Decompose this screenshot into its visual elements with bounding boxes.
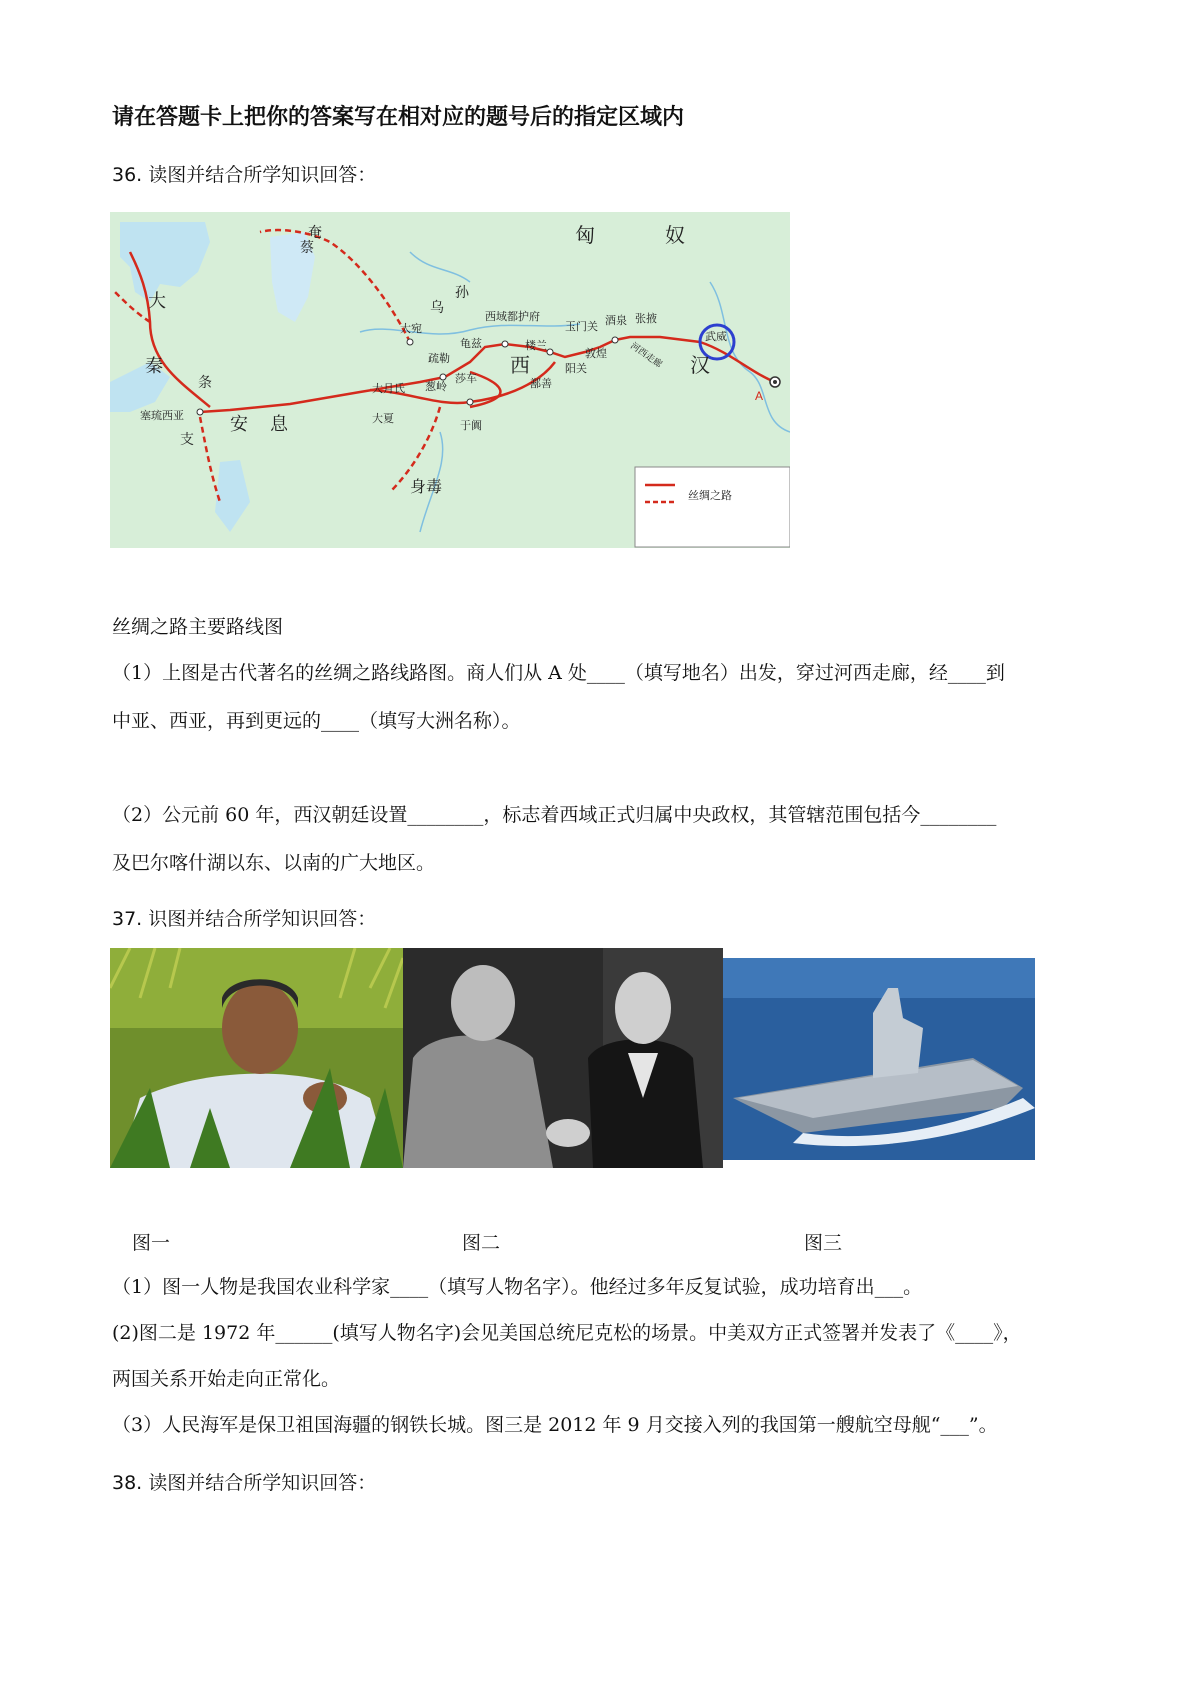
label-xiongnu-1: 匈 bbox=[575, 225, 595, 247]
aircraft-carrier-photo bbox=[723, 958, 1035, 1160]
label-cai: 蔡 bbox=[300, 239, 314, 255]
label-shendu: 身毒 bbox=[410, 479, 443, 496]
question-prompt-text: 读图并结合所学知识回答： bbox=[142, 164, 377, 186]
label-da: 大 bbox=[148, 291, 166, 311]
label-xiyu-duhufu: 西域都护府 bbox=[485, 311, 540, 323]
question-38-prompt bbox=[112, 1468, 376, 1495]
city-marker bbox=[197, 409, 203, 415]
question-37-part-2-line-2: 两国关系开始走向正常化。 bbox=[112, 1368, 341, 1390]
city-marker bbox=[440, 374, 446, 380]
label-point-a: A bbox=[755, 389, 764, 403]
question-prompt-text: 识图并结合所学知识回答： bbox=[142, 908, 377, 930]
label-han: 汉 bbox=[690, 355, 710, 377]
label-anxi-2: 息 bbox=[270, 414, 288, 434]
right-figure-head bbox=[615, 972, 671, 1044]
city-marker bbox=[612, 337, 618, 343]
rice-scientist-photo bbox=[110, 948, 403, 1168]
map-legend bbox=[635, 467, 790, 547]
label-sun: 孙 bbox=[455, 284, 469, 300]
instruction-heading: 请在答题卡上把你的答案写在相对应的题号后的指定区域内 bbox=[112, 105, 685, 130]
handshake-hands bbox=[546, 1119, 590, 1147]
label-congling: 葱岭 bbox=[425, 381, 447, 393]
question-prompt-text: 读图并结合所学知识回答： bbox=[142, 1472, 377, 1494]
question-36-part-1-line-1: （1）上图是古代著名的丝绸之路线路图。商人们从 A 处____（填写地名）出发，穿过河西走廊，经____到 bbox=[112, 662, 1005, 684]
map-caption: 丝绸之路主要路线图 bbox=[112, 616, 284, 638]
label-xiongnu-2: 奴 bbox=[665, 225, 685, 247]
chang-an-dot bbox=[773, 380, 777, 384]
question-36-prompt bbox=[112, 160, 376, 187]
silk-road-map bbox=[110, 212, 790, 548]
label-anxi-1: 安 bbox=[230, 414, 248, 434]
label-seleucia: 塞琉西亚 bbox=[140, 410, 184, 422]
question-36-part-2-line-1: （2）公元前 60 年，西汉朝廷设置________，标志着西域正式归属中央政权，其管辖范围包括今________ bbox=[112, 804, 997, 826]
label-zhi: 支 bbox=[180, 431, 194, 447]
figure-1-label: 图一 bbox=[132, 1232, 171, 1254]
city-marker bbox=[547, 349, 553, 355]
face bbox=[222, 982, 298, 1074]
city-marker bbox=[467, 399, 473, 405]
question-37-part-2-line-1: (2)图二是 1972 年______(填写人物名字)会见美国总统尼克松的场景。中美双方正式签署并发表了《____》， bbox=[112, 1322, 1022, 1344]
label-xi: 西 bbox=[510, 355, 530, 377]
left-figure-head bbox=[451, 965, 515, 1041]
legend-box bbox=[635, 467, 790, 547]
label-zhangye: 张掖 bbox=[635, 313, 657, 325]
label-shanshan: 鄯善 bbox=[530, 378, 552, 390]
figure-3-label: 图三 bbox=[804, 1232, 843, 1254]
question-36-part-2-line-2: 及巴尔喀什湖以东、以南的广大地区。 bbox=[112, 852, 436, 874]
label-daxia: 大夏 bbox=[372, 413, 394, 425]
label-yangguan: 阳关 bbox=[565, 363, 587, 375]
label-qin: 秦 bbox=[145, 356, 163, 376]
city-marker bbox=[407, 339, 413, 345]
city-marker bbox=[502, 341, 508, 347]
question-36-part-1-line-2: 中亚、西亚，再到更远的____（填写大洲名称）。 bbox=[112, 710, 521, 732]
question-37-prompt bbox=[112, 904, 376, 931]
sea-far bbox=[723, 958, 1035, 998]
label-yan: 奄 bbox=[308, 224, 322, 240]
label-shule: 疏勒 bbox=[428, 353, 450, 365]
label-yumenguan: 玉门关 bbox=[565, 321, 598, 333]
question-number: 37. bbox=[112, 908, 143, 930]
question-37-part-1: （1）图一人物是我国农业科学家____（填写人物名字）。他经过多年反复试验，成功培育出___。 bbox=[112, 1276, 923, 1298]
label-wu: 乌 bbox=[430, 299, 444, 315]
handshake-photo bbox=[403, 948, 723, 1168]
label-hexi-zoulang: 河西走廊 bbox=[628, 340, 665, 370]
label-jiuquan: 酒泉 bbox=[605, 315, 627, 327]
label-yutian: 于阗 bbox=[460, 420, 482, 432]
label-tiao: 条 bbox=[198, 374, 212, 390]
figure-2-label: 图二 bbox=[462, 1232, 501, 1254]
question-number: 36. bbox=[112, 164, 143, 186]
label-dayuezhi: 大月氏 bbox=[372, 383, 405, 395]
label-dayuan: 大宛 bbox=[400, 323, 422, 335]
question-37-part-3: （3）人民海军是保卫祖国海疆的钢铁长城。图三是 2012 年 9 月交接入列的我国第一艘航空母舰“___”。 bbox=[112, 1414, 998, 1436]
label-qiuci: 龟兹 bbox=[460, 338, 482, 350]
label-wuwei: 武威 bbox=[705, 331, 727, 343]
legend-label: 丝绸之路 bbox=[688, 490, 732, 502]
label-shache: 莎车 bbox=[455, 373, 477, 385]
label-dunhuang: 敦煌 bbox=[585, 348, 607, 360]
label-loulan: 楼兰 bbox=[525, 340, 547, 352]
question-number: 38. bbox=[112, 1472, 143, 1494]
